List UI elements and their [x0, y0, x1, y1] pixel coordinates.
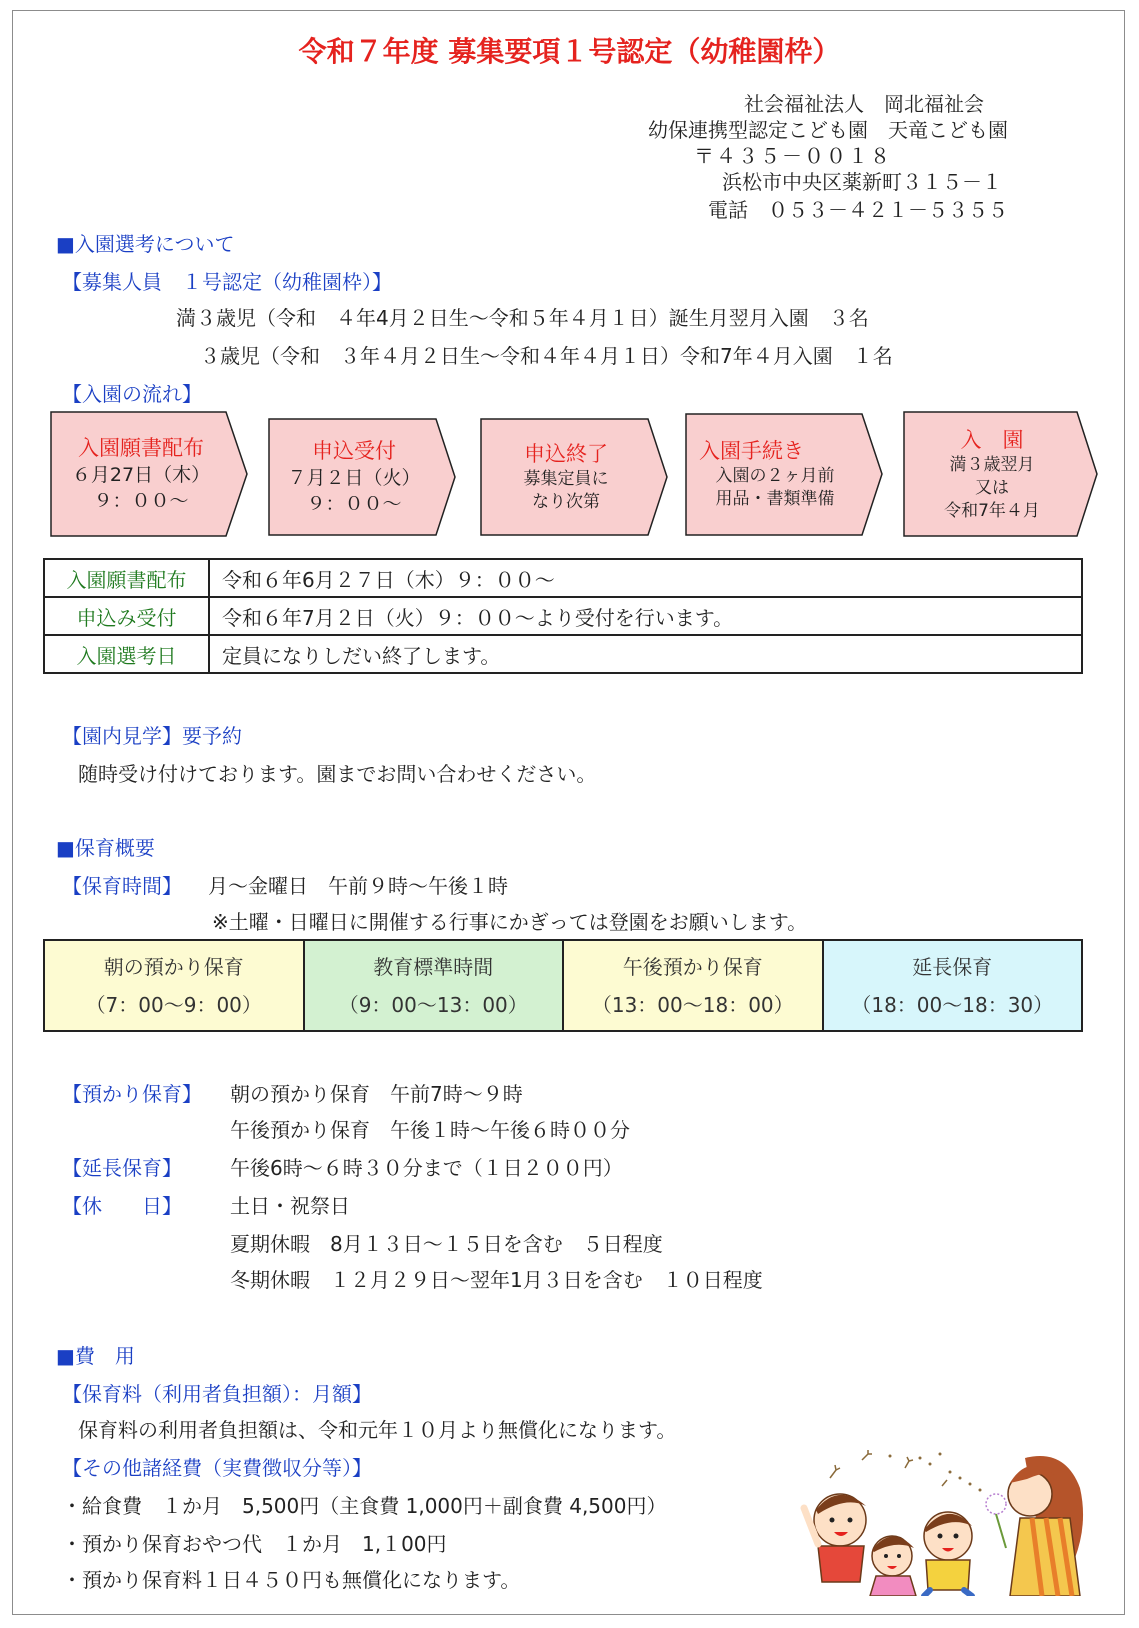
time-cell-range: （18：00～18：30）	[851, 992, 1054, 1017]
flow-step-detail: ７月２日（火）	[287, 467, 421, 489]
schedule-table	[43, 558, 1083, 674]
time-cell-range: （13：00～18：00）	[591, 992, 794, 1017]
time-cell-standard	[304, 940, 564, 1031]
table-row	[44, 559, 1082, 597]
hours-text: 月～金曜日 午前９時～午後１時	[208, 874, 508, 898]
flow-step-closing	[480, 418, 668, 536]
hours-note: ※土曜・日曜日に開催する行事にかぎっては登園をお願いします。	[212, 910, 808, 934]
time-cell-extended	[823, 940, 1083, 1031]
schedule-value: 令和６年6月２７日（木）９：００～	[209, 559, 1082, 597]
flow-step-detail: 入園の２ヶ月前	[715, 466, 835, 486]
time-cell-name: 延長保育	[912, 954, 993, 979]
org-address: 浜松市中央区薬新町３１５－１	[722, 170, 1002, 194]
schedule-key: 入園願書配布	[44, 559, 209, 597]
holiday-line-2: 夏期休暇 8月１３日～１５日を含む ５日程度	[230, 1232, 663, 1256]
children-illustration	[800, 1438, 1090, 1596]
org-postal-code: 〒４３５－００１８	[694, 144, 892, 168]
encho-label: 【延長保育】	[62, 1156, 182, 1180]
holiday-label: 【休 日】	[62, 1194, 182, 1218]
encho-text: 午後6時～６時３０分まで（１日２００円）	[230, 1156, 623, 1180]
page-title: 令和７年度 募集要項１号認定（幼稚園枠）	[298, 35, 841, 68]
org-phone: 電話 ０５３－４２１－５３５５	[708, 198, 1008, 222]
recruit-line-1: 満３歳児（令和 ４年4月２日生～令和５年４月１日）誕生月翌月入園 ３名	[176, 306, 869, 330]
flow-step-detail: 又は	[975, 477, 1009, 498]
flow-step-distribution	[50, 411, 248, 537]
time-cell-range: （9：00～13：00）	[338, 992, 528, 1017]
fee-item-snack: ・預かり保育おやつ代 １か月 1,１00円	[62, 1532, 447, 1556]
flow-label: 【入園の流れ】	[62, 382, 202, 406]
flow-step-application	[268, 418, 456, 536]
azukari-line-1: 朝の預かり保育 午前7時～９時	[230, 1082, 523, 1106]
visit-text: 随時受け付けております。園までお問い合わせください。	[78, 762, 597, 786]
schedule-key: 入園選考日	[44, 635, 209, 673]
holiday-line-1: 土日・祝祭日	[230, 1194, 350, 1218]
flow-step-title: 入園願書配布	[78, 436, 204, 460]
fee-item-care-fee: ・預かり保育料１日４５０円も無償化になります。	[62, 1568, 521, 1592]
schedule-value: 令和６年7月２日（火）９：００～より受付を行います。	[209, 597, 1082, 635]
hours-label: 【保育時間】	[62, 874, 182, 898]
flow-step-title: 入 園	[960, 427, 1024, 452]
flow-step-procedure	[685, 413, 883, 536]
schedule-key: 申込み受付	[44, 597, 209, 635]
visit-label: 【園内見学】要予約	[62, 724, 242, 748]
flow-step-title: 申込受付	[312, 439, 396, 463]
section-care-heading: ■保育概要	[56, 836, 155, 860]
org-school-name: 幼保連携型認定こども園 天竜こども園	[648, 118, 1008, 142]
azukari-label: 【預かり保育】	[62, 1082, 202, 1106]
other-fees-label: 【その他諸経費（実費徴収分等）】	[62, 1456, 372, 1480]
flow-step-detail: 用品・書類準備	[715, 489, 835, 509]
flow-step-detail: 募集定員に	[523, 469, 609, 489]
flow-step-detail: 満３歳翌月	[949, 454, 1035, 475]
time-cell-name: 午後預かり保育	[622, 954, 763, 979]
section-admission-heading: ■入園選考について	[56, 232, 235, 256]
care-time-table	[43, 939, 1083, 1032]
table-row	[44, 940, 1082, 1031]
flow-step-title: 申込終了	[524, 442, 608, 466]
time-cell-name: 教育標準時間	[373, 954, 494, 979]
flow-step-title: 入園手続き	[699, 439, 804, 463]
table-row	[44, 635, 1082, 673]
fee-label: 【保育料（利用者負担額）：月額】	[62, 1382, 372, 1406]
holiday-line-3: 冬期休暇 １２月２９日～翌年1月３日を含む １０日程度	[230, 1268, 763, 1292]
time-cell-afternoon	[563, 940, 823, 1031]
section-fees-heading: ■費 用	[56, 1344, 135, 1368]
schedule-value: 定員になりしだい終了します。	[209, 635, 1082, 673]
org-corporation: 社会福祉法人 岡北福祉会	[744, 92, 984, 116]
fee-item-lunch: ・給食費 １か月 5,500円（主食費 1,000円＋副食費 4,500円）	[62, 1494, 667, 1518]
table-row	[44, 597, 1082, 635]
time-cell-name: 朝の預かり保育	[103, 954, 244, 979]
flow-step-detail: ９：００～	[306, 493, 402, 515]
fee-text: 保育料の利用者負担額は、令和元年１０月より無償化になります。	[78, 1418, 677, 1442]
flow-step-enrollment	[903, 411, 1098, 537]
flow-step-detail: なり次第	[532, 492, 600, 512]
flow-step-detail: ６月27日（木）	[71, 464, 211, 486]
azukari-line-2: 午後預かり保育 午後１時～午後６時００分	[230, 1118, 630, 1142]
recruit-line-2: ３歳児（令和 ３年４月２日生～令和４年４月１日）令和7年４月入園 １名	[200, 344, 893, 368]
recruit-label: 【募集人員 １号認定（幼稚園枠）】	[62, 270, 392, 294]
flow-step-detail: ９：００～	[93, 490, 189, 512]
time-cell-range: （7：00～9：00）	[85, 992, 262, 1017]
flow-step-detail: 令和7年４月	[944, 500, 1040, 521]
time-cell-morning	[44, 940, 304, 1031]
